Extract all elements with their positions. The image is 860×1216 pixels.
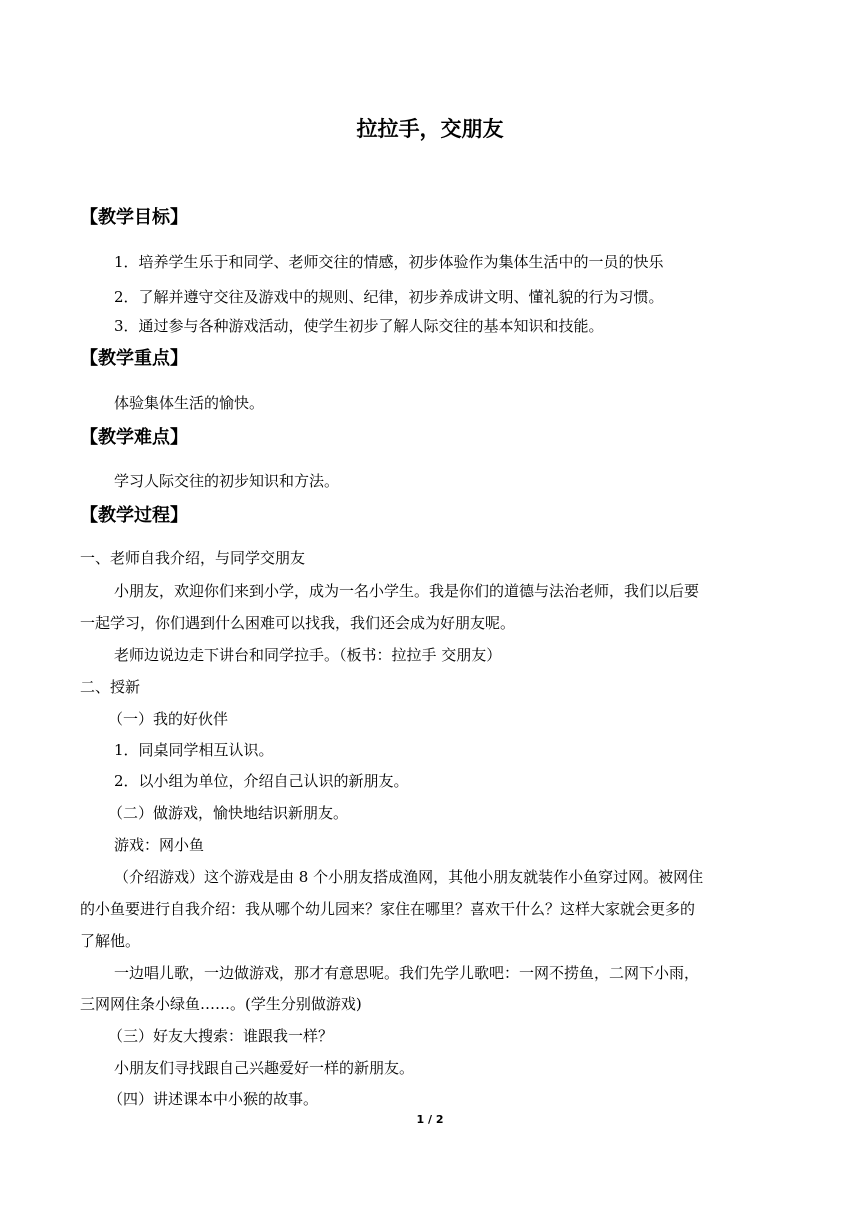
goal-item-3: 3．通过参与各种游戏活动，使学生初步了解人际交往的基本知识和技能。 (114, 317, 604, 335)
key-text: 体验集体生活的愉快。 (114, 394, 265, 412)
difficulty-text: 学习人际交往的初步知识和方法。 (114, 472, 340, 490)
part1-para2: 老师边说边走下讲台和同学拉手。（板书：拉拉手 交朋友） (114, 646, 502, 664)
document-title: 拉拉手，交朋友 (356, 117, 504, 141)
sub3-text: 小朋友们寻找跟自己兴趣爱好一样的新朋友。 (114, 1059, 415, 1077)
page-number: 1 / 2 (416, 1113, 444, 1126)
process-heading: 【教学过程】 (80, 505, 188, 526)
game-intro-line3: 了解他。 (80, 932, 141, 950)
song-line1: 一边唱儿歌，一边做游戏，那才有意思呢。我们先学儿歌吧：一网不捞鱼，二网下小雨， (114, 964, 700, 982)
game-intro-line2: 的小鱼要进行自我介绍：我从哪个幼儿园来？家住在哪里？喜欢干什么？这样大家就会更多的 (80, 900, 696, 918)
sub1-title: （一）我的好伙伴 (108, 710, 229, 728)
song-line2: 三网网住条小绿鱼……。(学生分别做游戏) (80, 995, 362, 1013)
sub4-title: （四）讲述课本中小猴的故事。 (108, 1090, 319, 1108)
goals-heading: 【教学目标】 (80, 207, 188, 228)
sub2-title: （二）做游戏，愉快地结识新朋友。 (108, 804, 349, 822)
goal-item-2: 2．了解并遵守交往及游戏中的规则、纪律，初步养成讲文明、懂礼貌的行为习惯。 (114, 288, 664, 306)
sub3-title: （三）好友大搜索：谁跟我一样？ (108, 1027, 334, 1045)
difficulty-heading: 【教学难点】 (80, 427, 188, 448)
part1-para1-line1: 小朋友，欢迎你们来到小学，成为一名小学生。我是你们的道德与法治老师，我们以后要 (114, 582, 700, 600)
part2-title: 二、授新 (80, 678, 141, 696)
game-name: 游戏：网小鱼 (114, 836, 205, 854)
sub1-item2: 2．以小组为单位，介绍自己认识的新朋友。 (114, 772, 409, 790)
part1-title: 一、老师自我介绍，与同学交朋友 (80, 549, 306, 567)
goal-item-1: 1．培养学生乐于和同学、老师交往的情感，初步体验作为集体生活中的一员的快乐 (114, 253, 664, 271)
part1-para1-line2: 一起学习，你们遇到什么困难可以找我，我们还会成为好朋友呢。 (80, 614, 516, 632)
sub1-item1: 1．同桌同学相互认识。 (114, 741, 274, 759)
key-heading: 【教学重点】 (80, 348, 188, 369)
game-intro-line1: （介绍游戏）这个游戏是由 8 个小朋友搭成渔网，其他小朋友就装作小鱼穿过网。被网住 (114, 868, 704, 886)
